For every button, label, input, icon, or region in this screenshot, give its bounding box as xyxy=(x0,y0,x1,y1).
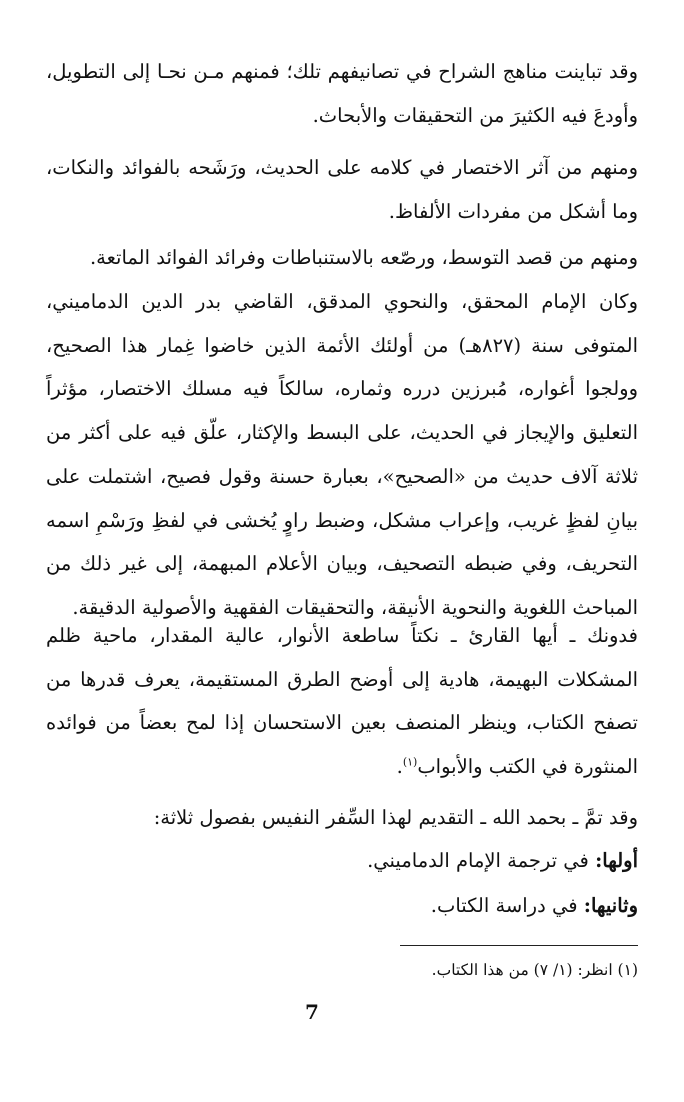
paragraph-moderate-approach: ومنهم من قصد التوسط، ورصّعه بالاستنباطات وفرائد الفوائد الماتعة. xyxy=(89,246,638,269)
chapter-list-item-second xyxy=(46,884,638,928)
chapter-list-item-first xyxy=(46,839,638,883)
paragraph-damamini-description: وكان الإمام المحقق، والنحوي المدقق، القاضي بدر الدين الدماميني، المتوفى سنة (٨٢٧هـ) من أولئك الأئمة الذين خاضوا غِمار هذا الصحيح، وولجوا أغواره، مُبرزين درره وثماره، سالكاً فيه مسلك الاختصار، مؤثراً التعليق والإيجاز في الحديث، على البسط والإكثار، علّق فيه على أكثر من ثلاثة آلاف حديث من «الصحيح»، بعبارة حسنة وقول فصيح، اشتملت على بيانِ لفظٍ غريب، وإعراب مشكل، وضبط راوٍ يُخشى في لفظِ ورَسْمِ اسمه التحريف، وفي ضبطه التصحيف، وبيان الأعلام المبهمة، إلى غير ذلك من المباحث اللغوية والنحوية الأنيقة، والتحقيقات الفقهية والأصولية الدقيقة. xyxy=(46,290,638,619)
paragraph-introduction-chapters: وقد تمَّ ـ بحمد الله ـ التقديم لهذا السِّفر النفيس بفصول ثلاثة: xyxy=(153,806,638,829)
chapter-label-first: أولها: xyxy=(595,849,638,872)
footnote-divider xyxy=(400,945,638,946)
document-page xyxy=(46,0,638,1102)
paragraph-commentators-approaches: وقد تباينت مناهج الشراح في تصانيفهم تلك؛ فمنهم مـن نحـا إلى التطويل، وأودعَ فيه الكثيرَ من التحقيقات والأبحاث. xyxy=(46,60,638,127)
paragraph-reader-address-text: فدونك ـ أيها القارئ ـ نكتاً ساطعة الأنوار، عالية المقدار، ماحية ظلم المشكلات البهيمة، هادية إلى أوضح الطرق المستقيمة، يعرف قدرها من تصفح الكتاب، وينظر المنصف بعين الاستحسان إذا لمح بعضاً من فوائده المنثورة في الكتب والأبواب xyxy=(46,624,638,779)
chapter-label-second: وثانيها: xyxy=(583,894,638,917)
page-number: 7 xyxy=(305,1000,319,1024)
footnote-reference[interactable]: (١) xyxy=(402,755,418,769)
footnote: (١) انظر: (١/ ٧) من هذا الكتاب. xyxy=(431,961,638,979)
paragraph-end-mark: . xyxy=(396,755,403,779)
paragraph-brevity-approach: ومنهم من آثر الاختصار في كلامه على الحديث، ورَشَحه بالفوائد والنكات، وما أشكل من مفردات الألفاظ. xyxy=(46,156,638,223)
paragraph-reader-address xyxy=(46,614,638,789)
chapter-text-second: في دراسة الكتاب. xyxy=(430,894,578,917)
chapter-text-first: في ترجمة الإمام الدماميني. xyxy=(367,849,589,872)
